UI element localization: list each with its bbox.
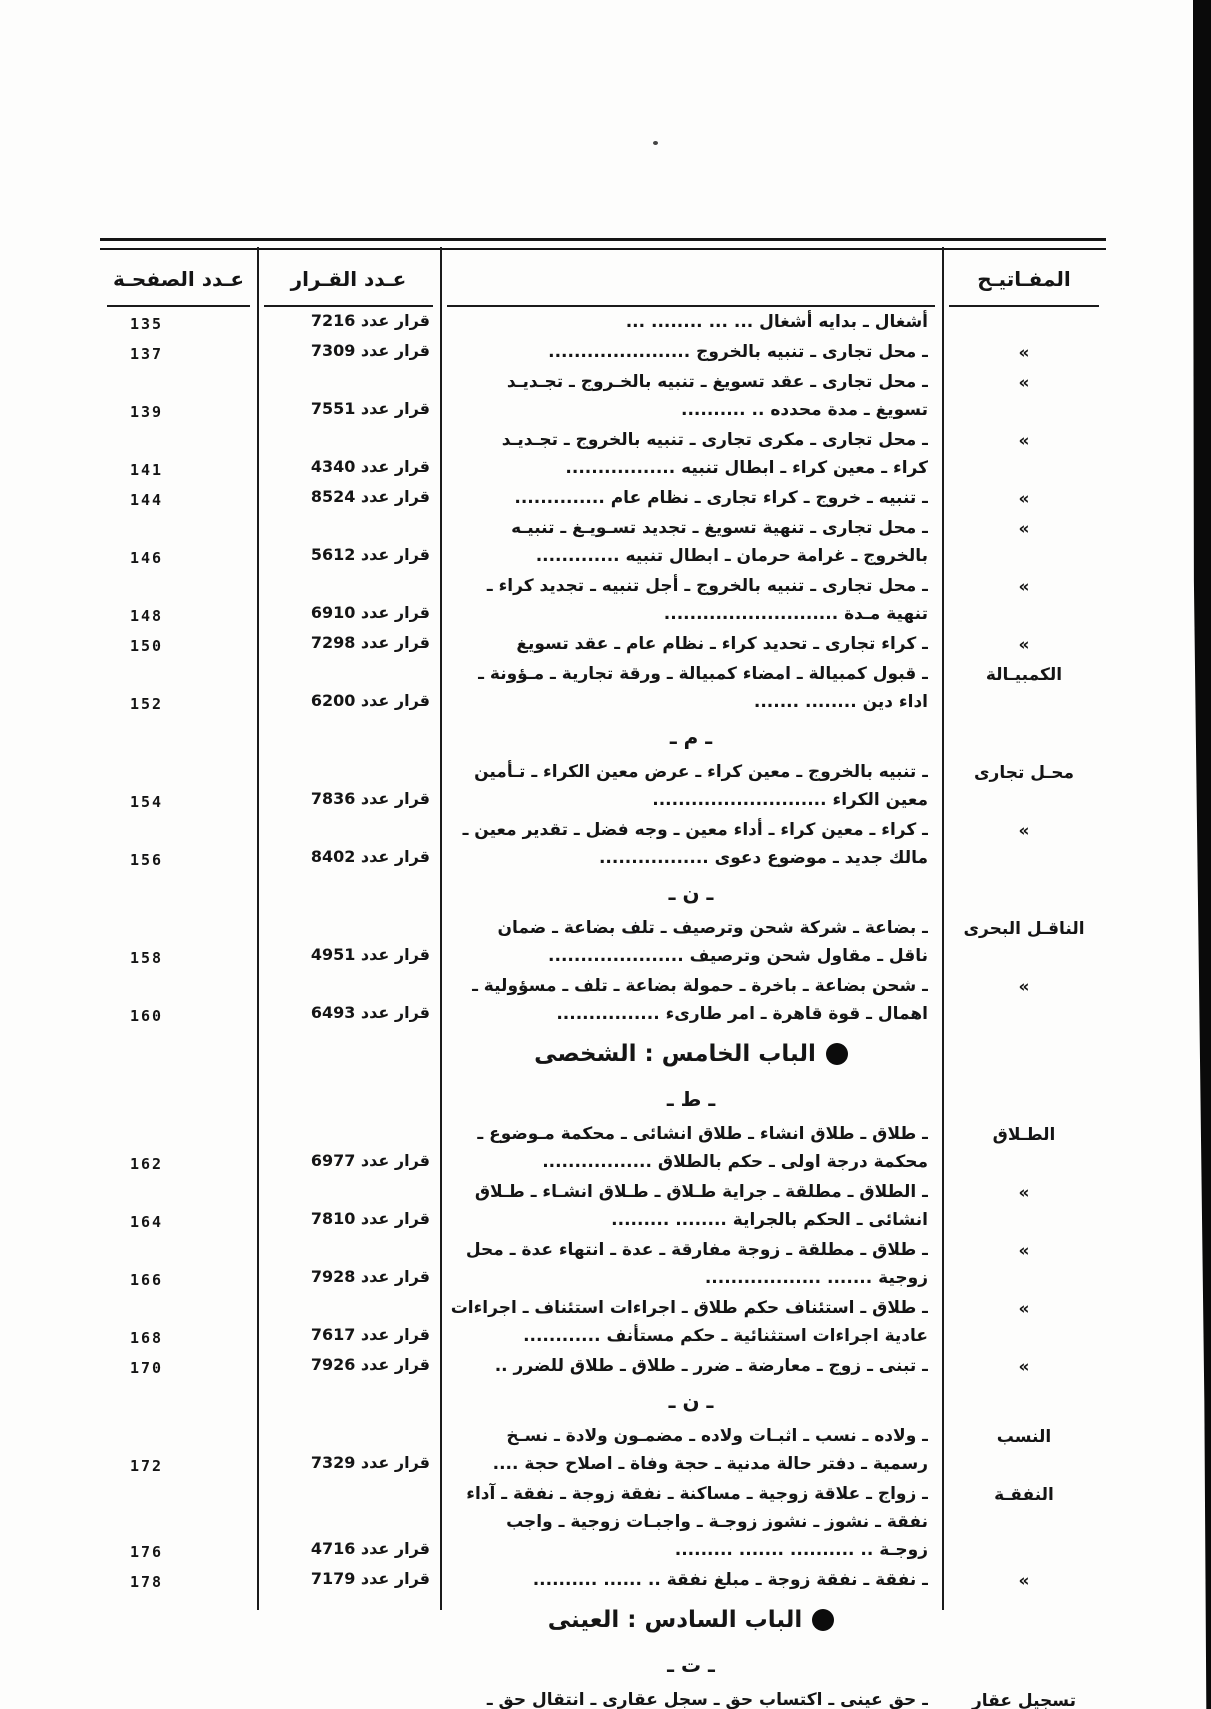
toc-entry-row xyxy=(100,337,1106,367)
entry-lines xyxy=(440,815,942,873)
entry-page: 170 xyxy=(130,1359,164,1377)
bullet-icon xyxy=(812,1609,834,1631)
toc-entry-row xyxy=(100,629,1106,659)
chapter-heading xyxy=(440,1029,942,1079)
toc-entry-row xyxy=(100,1293,1106,1351)
entry-key: النسب xyxy=(996,1427,1052,1447)
entry-key: محـل تجارى xyxy=(973,763,1075,783)
entry-page xyxy=(100,1685,257,1709)
entry-key: » xyxy=(1018,977,1030,997)
scan-speck xyxy=(653,141,658,145)
toc-body xyxy=(100,307,1106,1709)
entry-key: الطـلاق xyxy=(992,1125,1056,1145)
section-title: الباب الخامس : الشخصى xyxy=(534,1041,816,1067)
entry-key xyxy=(942,307,1106,337)
entry-lines xyxy=(440,1479,942,1565)
entry-key: الكمبيـالة xyxy=(985,665,1063,685)
entry-text-line: بالخروج ـ غرامة حرمان ـ ابطال تنبيه ............. xyxy=(535,546,928,566)
entry-text-line: ـ محل تجارى ـ عقد تسويغ ـ تنبيه بالخـروج ـ تجـديـد xyxy=(506,372,928,392)
entry-text-line: اهمال ـ قوة قاهرة ـ امر طارىء ................ xyxy=(556,1004,928,1024)
entry-text-line: ـ كراء تجارى ـ تحديد كراء ـ نظام عام ـ عقد تسويغ xyxy=(516,634,928,654)
entry-text-line: رسمية ـ دفتر حالة مدنية ـ حجة وفاة ـ اصلاح حجة .... xyxy=(492,1454,928,1474)
entry-page: 172 xyxy=(130,1457,164,1475)
entry-text-line: تنهية مـدة ........................... xyxy=(663,604,928,624)
entry-page: 137 xyxy=(130,345,164,363)
entry-key: » xyxy=(1018,1183,1030,1203)
entry-text-line: كراء ـ معين كراء ـ ابطال تنبيه ................. xyxy=(565,458,928,478)
entry-decision: قرار عدد 7551 xyxy=(310,399,430,418)
column-divider-keys xyxy=(942,247,944,1610)
entry-key: النفقـة xyxy=(994,1485,1054,1505)
entry-text-line: عادية اجراءات استثنائية ـ حكم مستأنف ............ xyxy=(523,1326,928,1346)
column-divider-decision xyxy=(440,247,442,1610)
entry-page: 148 xyxy=(130,607,164,625)
header-decision-column xyxy=(257,250,440,307)
column-divider-page xyxy=(257,247,259,1610)
entry-page: 139 xyxy=(130,403,164,421)
entry-text-line: ـ نفقة ـ نفقة زوجة ـ مبلغ نفقة .. ...... .......... xyxy=(532,1570,928,1590)
entry-decision: قرار عدد 8402 xyxy=(310,847,430,866)
entry-key: » xyxy=(1018,343,1030,363)
entry-page: 144 xyxy=(130,491,164,509)
entry-decision: قرار عدد 4951 xyxy=(310,945,430,964)
entry-decision: قرار عدد 8524 xyxy=(310,487,430,506)
entry-text-line: ـ ولاده ـ نسب ـ اثبـات ولاده ـ مضمـون ولادة ـ نسـخ xyxy=(506,1426,928,1446)
entry-text-line: ـ زواج ـ علاقة زوجية ـ مساكنة ـ نفقة زوجة ـ نفقة ـ آداء xyxy=(466,1484,928,1504)
table-of-contents xyxy=(100,238,1106,1709)
entry-lines xyxy=(440,1685,942,1709)
toc-entry-row xyxy=(100,307,1106,337)
letter-divider-row xyxy=(100,873,1106,913)
letter-divider-row xyxy=(100,1645,1106,1685)
entry-text-line: ـ محل تجارى ـ تنبيه بالخروج ـ أجل تنبيه ـ تجديد كراء ـ xyxy=(486,576,928,596)
divider-label: ـ ت ـ xyxy=(667,1653,715,1677)
entry-lines xyxy=(440,483,942,513)
entry-text-line: ـ طلاق ـ استئناف حكم طلاق ـ اجراءات استئناف ـ اجراءات xyxy=(450,1298,928,1318)
entry-lines xyxy=(440,757,942,815)
entry-decision: قرار عدد 5612 xyxy=(310,545,430,564)
entry-page: 162 xyxy=(130,1155,164,1173)
entry-lines xyxy=(440,971,942,1029)
chapter-heading xyxy=(440,1595,942,1645)
entry-lines xyxy=(440,425,942,483)
entry-decision: قرار عدد 7617 xyxy=(310,1325,430,1344)
entry-decision: قرار عدد 7810 xyxy=(310,1209,430,1228)
entry-page: 156 xyxy=(130,851,164,869)
chapter-heading-row xyxy=(100,1595,1106,1645)
header-text-underline xyxy=(447,305,935,307)
entry-text-line: ـ تنبيه بالخروج ـ معين كراء ـ عرض معين الكراء ـ تـأمين xyxy=(474,762,928,782)
toc-entry-row xyxy=(100,571,1106,629)
toc-entry-row xyxy=(100,1685,1106,1709)
header-page-underline xyxy=(107,305,250,307)
toc-entry-row xyxy=(100,1421,1106,1479)
bullet-icon xyxy=(826,1043,848,1065)
entry-text-line: ـ تنبيه ـ خروج ـ كراء تجارى ـ نظام عام .............. xyxy=(514,488,928,508)
entry-page: 154 xyxy=(130,793,164,811)
entry-key: » xyxy=(1018,1357,1030,1377)
entry-text-line: زوجية ....... .................. xyxy=(704,1268,928,1288)
entry-text-line: ناقل ـ مقاول شحن وترصيف ..................... xyxy=(548,946,928,966)
entry-lines xyxy=(440,913,942,971)
entry-text-line: زوجـة .. .......... ....... ......... xyxy=(674,1540,928,1560)
entry-text-line: ـ شحن بضاعة ـ باخرة ـ حمولة بضاعة ـ تلف ـ مسؤولية ـ xyxy=(472,976,928,996)
entry-key: » xyxy=(1018,635,1030,655)
toc-entry-row xyxy=(100,1479,1106,1565)
entry-lines xyxy=(440,1235,942,1293)
letter-divider-row xyxy=(100,1079,1106,1119)
toc-entry-row xyxy=(100,913,1106,971)
entry-lines xyxy=(440,629,942,659)
entry-decision: قرار عدد 7216 xyxy=(310,311,430,330)
entry-key: » xyxy=(1018,373,1030,393)
toc-entry-row xyxy=(100,757,1106,815)
entry-key: » xyxy=(1018,489,1030,509)
header-keys-underline xyxy=(949,305,1099,307)
entry-lines xyxy=(440,659,942,717)
entry-text-line: تسويغ ـ مدة محدده .. .......... xyxy=(681,400,928,420)
entry-page: 152 xyxy=(130,695,164,713)
entry-key: » xyxy=(1018,519,1030,539)
entry-page: 176 xyxy=(130,1543,164,1561)
entry-text-line: أشغال ـ بدايه أشغال ... ... ........ ... xyxy=(625,312,928,332)
entry-text-line: مالك جديد ـ موضوع دعوى ................. xyxy=(598,848,928,868)
entry-text-line: ـ بضاعة ـ شركة شحن وترصيف ـ تلف بضاعة ـ ضمان xyxy=(497,918,928,938)
entry-lines xyxy=(440,367,942,425)
entry-text-line: ـ طلاق ـ مطلقة ـ زوجة مفارقة ـ عدة ـ انتهاء عدة ـ محل xyxy=(465,1240,928,1260)
entry-text-line: ـ كراء ـ معين كراء ـ أداء معين ـ وجه فضل ـ تقدير معين ـ xyxy=(462,820,928,840)
entry-decision xyxy=(257,1685,440,1709)
entry-text-line: ـ محل تجارى ـ مكرى تجارى ـ تنبيه بالخروج ـ تجـديـد xyxy=(501,430,928,450)
entry-text-line: ـ محل تجارى ـ تنهية تسويغ ـ تجديد تسـويـغ ـ تنبيـه xyxy=(511,518,928,538)
header-text-column xyxy=(440,250,942,307)
toc-entry-row xyxy=(100,425,1106,483)
entry-decision: قرار عدد 7298 xyxy=(310,633,430,652)
chapter-heading-row xyxy=(100,1029,1106,1079)
entry-decision: قرار عدد 6977 xyxy=(310,1151,430,1170)
entry-text-line: معين الكراء ........................... xyxy=(652,790,928,810)
toc-entry-row xyxy=(100,1351,1106,1381)
entry-lines xyxy=(440,1351,942,1381)
toc-entry-row xyxy=(100,367,1106,425)
entry-decision: قرار عدد 6493 xyxy=(310,1003,430,1022)
entry-text-line: ـ تبنى ـ زوج ـ معارضة ـ ضرر ـ طلاق ـ طلاق للضرر .. xyxy=(494,1356,928,1376)
entry-key: الناقـل البحرى xyxy=(963,919,1085,939)
entry-text-line: ـ حق عينى ـ اكتساب حق ـ سجل عقارى ـ انتقال حق ـ xyxy=(486,1690,928,1709)
entry-page: 178 xyxy=(130,1573,164,1591)
entry-lines xyxy=(440,1421,942,1479)
entry-page: 158 xyxy=(130,949,164,967)
entry-lines xyxy=(440,1177,942,1235)
entry-decision: قرار عدد 7309 xyxy=(310,341,430,360)
entry-decision: قرار عدد 7179 xyxy=(310,1569,430,1588)
entry-decision: قرار عدد 6200 xyxy=(310,691,430,710)
entry-decision: قرار عدد 7926 xyxy=(310,1355,430,1374)
toc-entry-row xyxy=(100,1119,1106,1177)
header-page-column xyxy=(100,250,257,307)
section-title: الباب السادس : العينى xyxy=(547,1607,803,1633)
entry-text-line: ـ الطلاق ـ مطلقة ـ جراية طـلاق ـ طـلاق انشـاء ـ طـلاق xyxy=(474,1182,928,1202)
entry-key: » xyxy=(1018,1571,1030,1591)
header-keys-label: المفـاتيـح xyxy=(977,266,1071,291)
toc-entry-row xyxy=(100,1565,1106,1595)
toc-entry-row xyxy=(100,659,1106,717)
header-keys-column xyxy=(942,250,1106,307)
entry-page: 150 xyxy=(130,637,164,655)
entry-decision: قرار عدد 7928 xyxy=(310,1267,430,1286)
entry-decision: قرار عدد 4716 xyxy=(310,1539,430,1558)
entry-decision: قرار عدد 7836 xyxy=(310,789,430,808)
entry-key: » xyxy=(1018,821,1030,841)
entry-decision: قرار عدد 6910 xyxy=(310,603,430,622)
entry-lines xyxy=(440,1119,942,1177)
entry-text-line: ـ طلاق ـ طلاق انشاء ـ طلاق انشائى ـ محكمة مـوضوع ـ xyxy=(477,1124,928,1144)
entry-key: » xyxy=(1018,431,1030,451)
entry-text-line: انشائى ـ الحكم بالجراية ........ ......... xyxy=(611,1210,928,1230)
toc-entry-row xyxy=(100,483,1106,513)
entry-lines xyxy=(440,571,942,629)
entry-lines xyxy=(440,1565,942,1595)
entry-text-line: نفقة ـ نشوز ـ نشوز زوجـة ـ واجبـات زوجية ـ واجب xyxy=(506,1512,928,1532)
entry-key: تسجيل عقار xyxy=(972,1691,1076,1709)
entry-key: » xyxy=(1018,577,1030,597)
entry-page: 164 xyxy=(130,1213,164,1231)
scan-edge-artifact xyxy=(1193,0,1211,1709)
divider-label: ـ ن ـ xyxy=(668,1389,714,1413)
table-top-rule xyxy=(100,238,1106,250)
divider-label: ـ ط ـ xyxy=(666,1087,716,1111)
header-decision-underline xyxy=(264,305,433,307)
entry-page: 168 xyxy=(130,1329,164,1347)
entry-page: 141 xyxy=(130,461,164,479)
entry-decision: قرار عدد 7329 xyxy=(310,1453,430,1472)
toc-entry-row xyxy=(100,1235,1106,1293)
entry-key: » xyxy=(1018,1241,1030,1261)
table-header-row xyxy=(100,250,1106,307)
divider-label: ـ ن ـ xyxy=(668,881,714,905)
entry-page: 146 xyxy=(130,549,164,567)
divider-label: ـ م ـ xyxy=(669,725,713,749)
letter-divider-row xyxy=(100,717,1106,757)
toc-entry-row xyxy=(100,1177,1106,1235)
entry-page: 160 xyxy=(130,1007,164,1025)
toc-entry-row xyxy=(100,513,1106,571)
entry-text-line: ـ قبول كمبيالة ـ امضاء كمبيالة ـ ورقة تجارية ـ مـؤونة ـ xyxy=(478,664,928,684)
header-decision-label: عـدد القـرار xyxy=(290,266,407,291)
entry-lines xyxy=(440,513,942,571)
entry-lines xyxy=(440,1293,942,1351)
entry-key: » xyxy=(1018,1299,1030,1319)
toc-entry-row xyxy=(100,971,1106,1029)
toc-entry-row xyxy=(100,815,1106,873)
entry-text-line: اداء دين ........ ....... xyxy=(753,692,928,712)
header-page-label: عـدد الصفحـة xyxy=(112,266,245,291)
entry-decision: قرار عدد 4340 xyxy=(310,457,430,476)
entry-text-line: محكمة درجة اولى ـ حكم بالطلاق ................. xyxy=(542,1152,928,1172)
entry-lines xyxy=(440,337,942,367)
entry-page: 135 xyxy=(130,315,164,333)
entry-page: 166 xyxy=(130,1271,164,1289)
letter-divider-row xyxy=(100,1381,1106,1421)
entry-lines xyxy=(440,307,942,337)
entry-text-line: ـ محل تجارى ـ تنبيه بالخروج ...................... xyxy=(548,342,928,362)
